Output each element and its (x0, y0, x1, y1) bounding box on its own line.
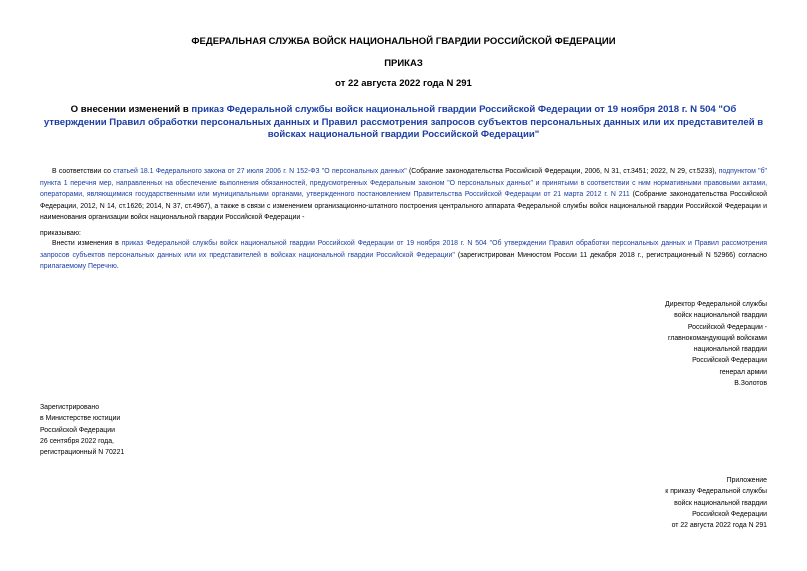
registration-line: Российской Федерации (40, 426, 115, 434)
signature-line: Директор Федеральной службы (665, 301, 767, 308)
appendix-line: Российской Федерации (692, 510, 767, 518)
signature-line: Российской Федерации - (687, 323, 767, 331)
appendix-line: от 22 августа 2022 года N 291 (671, 522, 767, 530)
registration-line: регистрационный N 70221 (40, 449, 125, 457)
registration-line: Зарегистрировано (40, 404, 100, 411)
government-measures-link[interactable]: подпунктом "б" пункта 1 перечня мер, направленных на обеспечение выполнения обязанностей, предусмотренных Федеральным законом "О персональных данных" и принятыми в соответствии с ним нормативными правовыми актами, операторами, являющимися государственными или муниципальными органами, утвержденного постановлением Правительства Российской Федерации от 21 марта 2012 г. N 211 (40, 168, 767, 198)
registration-line: 26 сентября 2022 года, (40, 437, 114, 445)
document-title (40, 104, 767, 142)
signature-line: национальной гвардии (693, 346, 767, 354)
attached-list-link[interactable]: прилагаемому Перечню (40, 263, 117, 270)
signature-block (567, 299, 767, 389)
order-paragraph (40, 238, 767, 273)
title-prefix: О внесении изменений в (70, 104, 192, 115)
title-link[interactable]: приказ Федеральной службы войск национальной гвардии Российской Федерации от 19 ноября 2018 г. N 504 "Об утверждении Правил обработки персональных данных и Правил рассмотрения запросов субъектов персональных данных или их представителей в войсках национальной гвардии Российской Федерации" (43, 104, 764, 140)
order-text-1: Внести изменения в (52, 240, 122, 247)
appendix-line: войск национальной гвардии (674, 499, 767, 507)
preamble-text-3: (Собрание законодательства Российской Федерации, 2012, N 14, ст.1626; 2014, N 37, ст.4967), а также в связи с изменением организационно-штатного построения центрального аппарата Федеральной службы войск национальной гвардии Российской Федерации и наименования организации войск национальной гвардии Российской Федерации - (40, 191, 767, 221)
agency-header: ФЕДЕРАЛЬНАЯ СЛУЖБА ВОЙСК НАЦИОНАЛЬНОЙ ГВАРДИИ РОССИЙСКОЙ ФЕДЕРАЦИИ (191, 36, 616, 47)
preamble-paragraph (40, 166, 767, 224)
signature-line: главнокомандующий войсками (667, 334, 767, 342)
registration-line: в Министерстве юстиции (40, 415, 121, 423)
appendix-line: к приказу Федеральной службы (665, 488, 767, 496)
order-text-3: . (116, 263, 119, 270)
order-text-2: (зарегистрирован Минюстом России 11 декабря 2018 г., регистрационный N 52966) согласно (454, 251, 767, 259)
document-type: ПРИКАЗ (384, 58, 423, 69)
signature-line: войск национальной гвардии (674, 312, 767, 320)
preamble-text-1: В соответствии со (52, 168, 114, 175)
order-word: приказываю: (40, 230, 81, 237)
signature-line: Российской Федерации (692, 357, 767, 365)
appendix-block (567, 475, 767, 531)
law-article-link[interactable]: статьей 18.1 Федерального закона от 27 июля 2006 г. N 152-ФЗ "О персональных данных" (113, 168, 407, 175)
amended-order-link[interactable]: приказ Федеральной службы войск национальной гвардии Российской Федерации от 19 ноября 2018 г. N 504 "Об утверждении Правил обработки персональных данных и Правил рассмотрения запросов субъектов персональных данных или их представителей в войсках национальной гвардии Российской Федерации" (40, 240, 767, 259)
document-date-number: от 22 августа 2022 года N 291 (335, 78, 472, 89)
appendix-line: Приложение (726, 477, 767, 484)
signature-line: генерал армии (719, 368, 767, 376)
preamble-text-2: (Собрание законодательства Российской Федерации, 2006, N 31, ст.3451; 2022, N 29, ст.5233), (406, 168, 719, 175)
registration-block (40, 402, 240, 458)
signature-line: В.Золотов (734, 380, 767, 388)
